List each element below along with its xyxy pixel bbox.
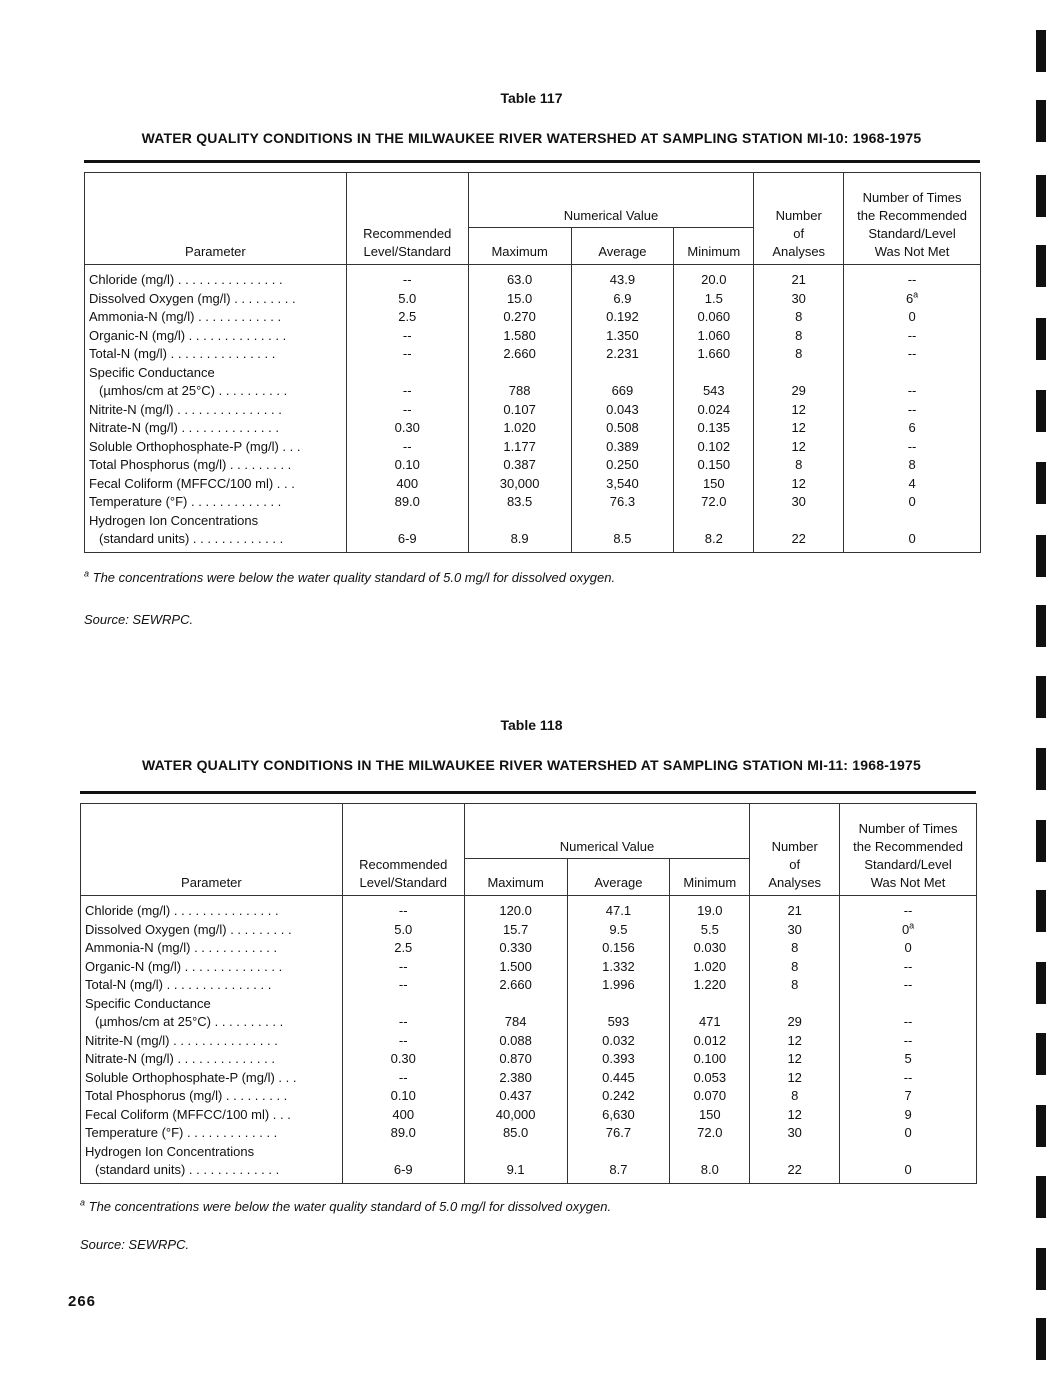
cell-maximum: 40,000 [464, 1106, 567, 1125]
cell-analyses: 12 [754, 475, 844, 494]
cell-maximum: 0.088 [464, 1032, 567, 1051]
cell-minimum: 0.100 [670, 1050, 750, 1069]
cell-standard [342, 995, 464, 1014]
cell-standard: 89.0 [346, 493, 468, 512]
cell-standard: -- [346, 438, 468, 457]
cell-maximum [468, 364, 571, 383]
cell-average [567, 1143, 670, 1162]
table-row [85, 265, 981, 290]
cell-minimum: 0.024 [674, 401, 754, 420]
registration-mark [1036, 462, 1046, 504]
table-row [85, 327, 981, 346]
cell-parameter: Dissolved Oxygen (mg/l) . . . . . . . . . [85, 290, 347, 309]
cell-not-met: -- [844, 327, 981, 346]
cell-parameter: Specific Conductance [85, 364, 347, 383]
cell-standard: 89.0 [342, 1124, 464, 1143]
cell-maximum: 2.660 [464, 976, 567, 995]
registration-mark [1036, 390, 1046, 432]
cell-parameter: Total Phosphorus (mg/l) . . . . . . . . . [81, 1087, 343, 1106]
table-118-heading [0, 717, 1063, 773]
cell-maximum: 0.270 [468, 308, 571, 327]
cell-minimum: 0.053 [670, 1069, 750, 1088]
cell-not-met [844, 512, 981, 531]
cell-minimum: 0.135 [674, 419, 754, 438]
cell-analyses: 12 [750, 1032, 840, 1051]
cell-analyses: 12 [754, 419, 844, 438]
cell-minimum: 0.012 [670, 1032, 750, 1051]
cell-analyses: 29 [754, 382, 844, 401]
cell-standard: -- [342, 976, 464, 995]
registration-mark [1036, 100, 1046, 142]
cell-minimum: 19.0 [670, 896, 750, 921]
table-row [81, 1143, 977, 1162]
data-table-117 [84, 172, 981, 553]
cell-analyses [750, 995, 840, 1014]
cell-minimum: 0.060 [674, 308, 754, 327]
cell-parameter: Chloride (mg/l) . . . . . . . . . . . . . . . [81, 896, 343, 921]
footnote: $^a$ The concentrations were below the water quality standard of 5.0 mg/l for dissolved oxygen. [80, 1197, 612, 1214]
header-analyses: Number of Analyses [754, 173, 844, 265]
cell-minimum: 8.2 [674, 530, 754, 552]
cell-maximum: 9.1 [464, 1161, 567, 1183]
cell-parameter: Hydrogen Ion Concentrations [85, 512, 347, 531]
cell-maximum: 120.0 [464, 896, 567, 921]
cell-analyses: 8 [754, 345, 844, 364]
cell-average: 0.250 [571, 456, 674, 475]
cell-maximum: 0.870 [464, 1050, 567, 1069]
cell-average: 76.3 [571, 493, 674, 512]
cell-maximum: 0.437 [464, 1087, 567, 1106]
cell-parameter: Dissolved Oxygen (mg/l) . . . . . . . . . [81, 921, 343, 940]
cell-standard: 0.30 [346, 419, 468, 438]
table-row [81, 976, 977, 995]
cell-standard: -- [342, 1013, 464, 1032]
cell-maximum: 0.107 [468, 401, 571, 420]
cell-analyses: 12 [750, 1050, 840, 1069]
cell-parameter: Specific Conductance [81, 995, 343, 1014]
cell-parameter: Chloride (mg/l) . . . . . . . . . . . . . . . [85, 265, 347, 290]
table-row [81, 1161, 977, 1183]
cell-not-met: -- [844, 382, 981, 401]
cell-minimum: 0.102 [674, 438, 754, 457]
cell-not-met [840, 995, 977, 1014]
cell-average: 6.9 [571, 290, 674, 309]
cell-analyses: 30 [754, 290, 844, 309]
header-recommended: Recommended Level/Standard [346, 173, 468, 265]
cell-average: 0.389 [571, 438, 674, 457]
cell-standard: -- [342, 1069, 464, 1088]
cell-not-met: -- [840, 1069, 977, 1088]
table-row [81, 939, 977, 958]
cell-minimum: 5.5 [670, 921, 750, 940]
cell-analyses: 8 [754, 327, 844, 346]
cell-parameter: Total Phosphorus (mg/l) . . . . . . . . . [85, 456, 347, 475]
cell-minimum: 543 [674, 382, 754, 401]
cell-minimum: 0.150 [674, 456, 754, 475]
table-rule [80, 791, 976, 794]
cell-not-met: -- [840, 1013, 977, 1032]
cell-minimum: 1.220 [670, 976, 750, 995]
cell-minimum: 72.0 [674, 493, 754, 512]
cell-analyses [750, 1143, 840, 1162]
cell-average [567, 995, 670, 1014]
cell-average: 1.996 [567, 976, 670, 995]
table-row [85, 364, 981, 383]
header-parameter: Parameter [85, 173, 347, 265]
cell-not-met: 0 [840, 1124, 977, 1143]
header-numerical-value: Numerical Value [464, 804, 750, 859]
cell-not-met [840, 1143, 977, 1162]
cell-parameter: Nitrite-N (mg/l) . . . . . . . . . . . . . . . [81, 1032, 343, 1051]
cell-average: 0.032 [567, 1032, 670, 1051]
cell-minimum: 20.0 [674, 265, 754, 290]
cell-parameter: (standard units) . . . . . . . . . . . . . [81, 1161, 343, 1183]
page-number: 266 [68, 1293, 97, 1310]
cell-standard: -- [346, 327, 468, 346]
cell-not-met: 7 [840, 1087, 977, 1106]
cell-minimum [674, 364, 754, 383]
cell-analyses: 22 [750, 1161, 840, 1183]
cell-maximum: 83.5 [468, 493, 571, 512]
cell-parameter: Ammonia-N (mg/l) . . . . . . . . . . . . [85, 308, 347, 327]
cell-parameter: Soluble Orthophosphate-P (mg/l) . . . [85, 438, 347, 457]
registration-mark [1036, 30, 1046, 72]
table-row [85, 345, 981, 364]
cell-standard: -- [346, 265, 468, 290]
cell-average: 669 [571, 382, 674, 401]
registration-mark [1036, 890, 1046, 932]
cell-maximum: 1.020 [468, 419, 571, 438]
cell-not-met: 0 [840, 1161, 977, 1183]
table-title: WATER QUALITY CONDITIONS IN THE MILWAUKEE RIVER WATERSHED AT SAMPLING STATION MI-11: 1968-1975 [141, 757, 922, 773]
cell-analyses: 8 [754, 308, 844, 327]
cell-maximum: 2.660 [468, 345, 571, 364]
cell-standard [346, 512, 468, 531]
cell-average: 0.508 [571, 419, 674, 438]
cell-average: 0.393 [567, 1050, 670, 1069]
table-row [81, 1032, 977, 1051]
cell-maximum: 788 [468, 382, 571, 401]
cell-parameter: Temperature (°F) . . . . . . . . . . . . . [81, 1124, 343, 1143]
cell-analyses: 8 [750, 958, 840, 977]
source-note: Source: SEWRPC. [80, 1237, 190, 1252]
header-average: Average [571, 228, 674, 265]
cell-maximum: 0.387 [468, 456, 571, 475]
cell-minimum [670, 1143, 750, 1162]
cell-not-met: 5 [840, 1050, 977, 1069]
table-row [81, 1013, 977, 1032]
cell-maximum: 15.7 [464, 921, 567, 940]
cell-standard: -- [346, 401, 468, 420]
header-average: Average [567, 859, 670, 896]
table-row [85, 512, 981, 531]
cell-minimum: 1.020 [670, 958, 750, 977]
cell-parameter: Nitrate-N (mg/l) . . . . . . . . . . . . . . [81, 1050, 343, 1069]
cell-parameter: Total-N (mg/l) . . . . . . . . . . . . . . . [81, 976, 343, 995]
header-minimum: Minimum [670, 859, 750, 896]
cell-not-met: -- [840, 896, 977, 921]
cell-not-met: 9 [840, 1106, 977, 1125]
cell-maximum: 30,000 [468, 475, 571, 494]
cell-not-met: 0 [844, 530, 981, 552]
cell-maximum: 15.0 [468, 290, 571, 309]
cell-parameter: Nitrite-N (mg/l) . . . . . . . . . . . . . . . [85, 401, 347, 420]
cell-average: 9.5 [567, 921, 670, 940]
cell-analyses: 30 [754, 493, 844, 512]
header-maximum: Maximum [464, 859, 567, 896]
cell-parameter: Ammonia-N (mg/l) . . . . . . . . . . . . [81, 939, 343, 958]
registration-mark [1036, 1318, 1046, 1360]
cell-average: 0.192 [571, 308, 674, 327]
cell-not-met: 6 [844, 419, 981, 438]
header-analyses: Number of Analyses [750, 804, 840, 896]
table-row [85, 530, 981, 552]
cell-not-met: 0$^a$ [840, 921, 977, 940]
table-row [85, 382, 981, 401]
cell-maximum [464, 1143, 567, 1162]
cell-standard: 6-9 [346, 530, 468, 552]
cell-maximum: 1.580 [468, 327, 571, 346]
cell-average: 1.350 [571, 327, 674, 346]
header-numerical-value: Numerical Value [468, 173, 754, 228]
data-table-118 [80, 803, 977, 1184]
cell-minimum: 1.060 [674, 327, 754, 346]
cell-analyses: 8 [750, 939, 840, 958]
cell-average: 0.242 [567, 1087, 670, 1106]
registration-mark [1036, 676, 1046, 718]
cell-analyses: 22 [754, 530, 844, 552]
cell-not-met: -- [844, 401, 981, 420]
cell-standard: -- [346, 382, 468, 401]
cell-minimum: 1.660 [674, 345, 754, 364]
header-maximum: Maximum [468, 228, 571, 265]
footnote: $^a$ The concentrations were below the water quality standard of 5.0 mg/l for dissolved oxygen. [84, 568, 616, 585]
cell-standard: 0.10 [342, 1087, 464, 1106]
registration-mark [1036, 962, 1046, 1004]
table-row [81, 995, 977, 1014]
registration-mark [1036, 1248, 1046, 1290]
cell-average: 0.043 [571, 401, 674, 420]
table-row [81, 921, 977, 940]
cell-minimum: 0.070 [670, 1087, 750, 1106]
cell-maximum: 2.380 [464, 1069, 567, 1088]
cell-maximum: 784 [464, 1013, 567, 1032]
table-number: Table 118 [500, 717, 563, 733]
table-row [85, 475, 981, 494]
cell-average: 8.7 [567, 1161, 670, 1183]
cell-standard: -- [342, 958, 464, 977]
cell-average: 2.231 [571, 345, 674, 364]
table-title: WATER QUALITY CONDITIONS IN THE MILWAUKEE RIVER WATERSHED AT SAMPLING STATION MI-10: 1968-1975 [141, 130, 922, 146]
cell-average: 1.332 [567, 958, 670, 977]
cell-minimum: 0.030 [670, 939, 750, 958]
cell-parameter: (µmhos/cm at 25°C) . . . . . . . . . . [85, 382, 347, 401]
cell-standard: -- [342, 1032, 464, 1051]
cell-maximum [468, 512, 571, 531]
cell-minimum [674, 512, 754, 531]
table-row [85, 456, 981, 475]
cell-average: 43.9 [571, 265, 674, 290]
table-row [81, 1087, 977, 1106]
cell-average: 0.156 [567, 939, 670, 958]
registration-mark [1036, 1033, 1046, 1075]
cell-minimum: 8.0 [670, 1161, 750, 1183]
cell-parameter: Total-N (mg/l) . . . . . . . . . . . . . . . [85, 345, 347, 364]
cell-standard: 5.0 [342, 921, 464, 940]
cell-average: 593 [567, 1013, 670, 1032]
header-times-not-met: Number of Times the Recommended Standard/Level Was Not Met [840, 804, 977, 896]
table-117-heading [0, 90, 1063, 146]
cell-not-met: 0 [844, 493, 981, 512]
cell-standard: -- [346, 345, 468, 364]
cell-standard: 400 [342, 1106, 464, 1125]
cell-parameter: Hydrogen Ion Concentrations [81, 1143, 343, 1162]
cell-minimum: 150 [670, 1106, 750, 1125]
cell-analyses: 8 [750, 1087, 840, 1106]
table-row [85, 419, 981, 438]
cell-maximum: 0.330 [464, 939, 567, 958]
table-rule [84, 160, 980, 163]
cell-analyses: 21 [750, 896, 840, 921]
table-row [85, 290, 981, 309]
cell-minimum: 471 [670, 1013, 750, 1032]
cell-standard: 2.5 [342, 939, 464, 958]
cell-analyses: 12 [750, 1106, 840, 1125]
cell-analyses: 12 [750, 1069, 840, 1088]
cell-analyses [754, 364, 844, 383]
cell-maximum: 85.0 [464, 1124, 567, 1143]
cell-analyses [754, 512, 844, 531]
cell-analyses: 21 [754, 265, 844, 290]
cell-parameter: Fecal Coliform (MFFCC/100 ml) . . . [85, 475, 347, 494]
cell-average: 0.445 [567, 1069, 670, 1088]
cell-not-met: 8 [844, 456, 981, 475]
cell-standard: 0.10 [346, 456, 468, 475]
cell-minimum: 1.5 [674, 290, 754, 309]
cell-analyses: 12 [754, 401, 844, 420]
cell-analyses: 30 [750, 1124, 840, 1143]
cell-maximum: 8.9 [468, 530, 571, 552]
cell-not-met: -- [844, 438, 981, 457]
cell-not-met: 4 [844, 475, 981, 494]
cell-not-met: 0 [844, 308, 981, 327]
table-row [85, 493, 981, 512]
cell-analyses: 12 [754, 438, 844, 457]
cell-parameter: Temperature (°F) . . . . . . . . . . . . . [85, 493, 347, 512]
cell-parameter: Organic-N (mg/l) . . . . . . . . . . . . . . [81, 958, 343, 977]
cell-not-met: -- [840, 976, 977, 995]
cell-not-met: -- [844, 265, 981, 290]
table-row [81, 896, 977, 921]
cell-analyses: 8 [754, 456, 844, 475]
cell-minimum: 150 [674, 475, 754, 494]
table-row [81, 1050, 977, 1069]
registration-mark [1036, 1105, 1046, 1147]
cell-average: 47.1 [567, 896, 670, 921]
registration-mark [1036, 175, 1046, 217]
cell-standard: 400 [346, 475, 468, 494]
cell-analyses: 8 [750, 976, 840, 995]
cell-not-met: -- [840, 958, 977, 977]
registration-mark [1036, 605, 1046, 647]
cell-maximum: 63.0 [468, 265, 571, 290]
cell-not-met: -- [840, 1032, 977, 1051]
source-note: Source: SEWRPC. [84, 612, 194, 627]
cell-minimum: 72.0 [670, 1124, 750, 1143]
registration-mark [1036, 748, 1046, 790]
table-row [81, 1069, 977, 1088]
cell-average: 8.5 [571, 530, 674, 552]
cell-maximum: 1.177 [468, 438, 571, 457]
cell-standard: 0.30 [342, 1050, 464, 1069]
cell-maximum [464, 995, 567, 1014]
table-row [85, 438, 981, 457]
cell-average [571, 364, 674, 383]
cell-standard: 5.0 [346, 290, 468, 309]
cell-not-met [844, 364, 981, 383]
cell-parameter: Organic-N (mg/l) . . . . . . . . . . . . . . [85, 327, 347, 346]
table-number: Table 117 [500, 90, 563, 106]
cell-average [571, 512, 674, 531]
cell-minimum [670, 995, 750, 1014]
table-row [81, 1124, 977, 1143]
cell-parameter: Fecal Coliform (MFFCC/100 ml) . . . [81, 1106, 343, 1125]
registration-mark [1036, 245, 1046, 287]
header-times-not-met: Number of Times the Recommended Standard/Level Was Not Met [844, 173, 981, 265]
registration-mark [1036, 820, 1046, 862]
cell-maximum: 1.500 [464, 958, 567, 977]
cell-not-met: -- [844, 345, 981, 364]
cell-standard [346, 364, 468, 383]
table-row [81, 958, 977, 977]
cell-average: 76.7 [567, 1124, 670, 1143]
header-minimum: Minimum [674, 228, 754, 265]
cell-standard: 2.5 [346, 308, 468, 327]
registration-mark [1036, 318, 1046, 360]
cell-standard: 6-9 [342, 1161, 464, 1183]
header-recommended: Recommended Level/Standard [342, 804, 464, 896]
registration-mark [1036, 535, 1046, 577]
table-row [85, 401, 981, 420]
cell-parameter: Soluble Orthophosphate-P (mg/l) . . . [81, 1069, 343, 1088]
registration-mark [1036, 1176, 1046, 1218]
cell-not-met: 6$^a$ [844, 290, 981, 309]
cell-parameter: (standard units) . . . . . . . . . . . . . [85, 530, 347, 552]
cell-average: 6,630 [567, 1106, 670, 1125]
cell-analyses: 29 [750, 1013, 840, 1032]
cell-standard [342, 1143, 464, 1162]
table-row [81, 1106, 977, 1125]
table-row [85, 308, 981, 327]
cell-analyses: 30 [750, 921, 840, 940]
cell-average: 3,540 [571, 475, 674, 494]
header-parameter: Parameter [81, 804, 343, 896]
cell-parameter: (µmhos/cm at 25°C) . . . . . . . . . . [81, 1013, 343, 1032]
cell-standard: -- [342, 896, 464, 921]
cell-parameter: Nitrate-N (mg/l) . . . . . . . . . . . . . . [85, 419, 347, 438]
cell-not-met: 0 [840, 939, 977, 958]
